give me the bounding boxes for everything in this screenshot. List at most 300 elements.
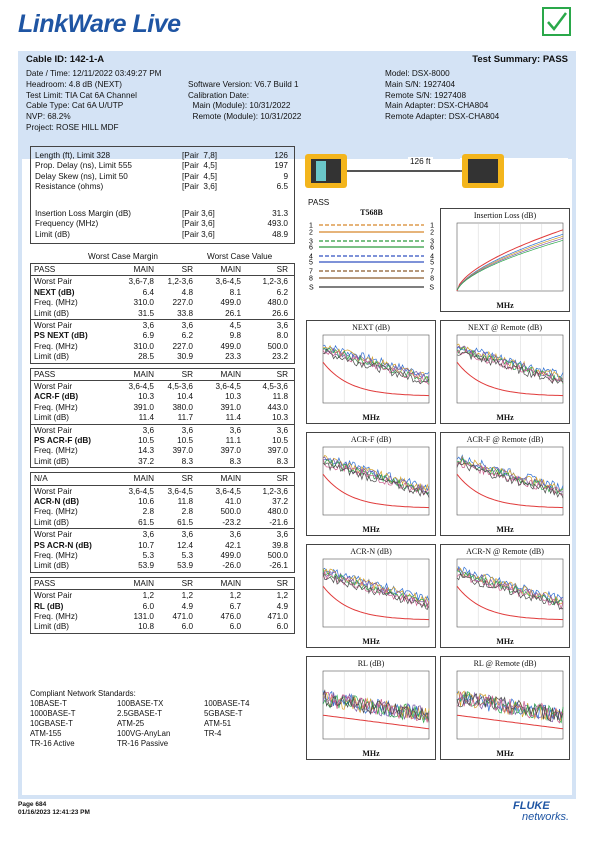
divider — [31, 589, 294, 590]
row-label: Freq. (MHz) — [34, 446, 78, 456]
table-cell: 6.9 — [142, 331, 154, 341]
pin-label: 3 — [309, 238, 313, 246]
column-header: SR — [181, 265, 193, 274]
table-row — [31, 507, 294, 518]
standard-item: ATM-25 — [117, 719, 145, 728]
row-label: Limit (dB) — [34, 413, 70, 423]
table-cell: 3,6-4,5 — [215, 381, 241, 391]
table-cell: 4,5 — [229, 321, 241, 330]
summary-box — [30, 146, 295, 244]
chart-axis-label: MHz — [496, 749, 514, 758]
table-cell: 500.0 — [267, 341, 288, 351]
table-cell: 3,6 — [276, 425, 288, 435]
measurement-chart — [306, 656, 436, 760]
table-row — [31, 497, 294, 508]
table-cell: 42.1 — [225, 540, 241, 550]
group-status: N/A — [34, 474, 48, 484]
row-label: PS ACR-N (dB) — [34, 540, 92, 550]
header-line: Software Version: V6.7 Build 1 — [188, 79, 299, 89]
table-cell: 11.7 — [177, 413, 193, 423]
column-header: MAIN — [133, 474, 154, 484]
table-cell: -23.2 — [222, 517, 241, 527]
pair-trace — [457, 344, 563, 380]
brand-logo: FLUKE — [513, 800, 550, 812]
table-cell: 1,2 — [181, 591, 193, 601]
column-header: MAIN — [220, 369, 241, 379]
divider — [31, 485, 294, 486]
chart-axis-label: MHz — [496, 301, 514, 310]
table-row — [31, 487, 294, 498]
row-label: Limit (dB) — [34, 517, 70, 527]
row-label: Freq. (MHz) — [34, 507, 78, 517]
column-header: MAIN — [220, 474, 241, 484]
measurement-chart — [306, 432, 436, 536]
table-cell: 3,6 — [229, 425, 241, 435]
header-line: Cable Type: Cat 6A U/UTP — [26, 101, 124, 111]
summary-row — [35, 151, 288, 161]
table-cell: 11.4 — [225, 413, 241, 423]
table-cell: 3,6-4,5 — [128, 486, 154, 496]
table-cell: 10.8 — [138, 622, 154, 632]
table-row — [31, 413, 294, 424]
table-cell: 1,2 — [276, 591, 288, 601]
divider — [31, 275, 294, 276]
results-table — [30, 368, 295, 469]
pin-label: 4 — [309, 253, 313, 261]
pin-label: 8 — [309, 275, 313, 283]
row-label: RL (dB) — [34, 601, 64, 611]
table-cell: 3,6-4,5 — [215, 486, 241, 496]
group-status: PASS — [34, 369, 56, 379]
header-line: Test Limit: TIA Cat 6A Channel — [26, 90, 137, 100]
table-cell: 500.0 — [267, 550, 288, 560]
table-cell: 8.1 — [229, 287, 241, 297]
row-label: Worst Pair — [34, 277, 73, 287]
table-cell: 10.3 — [225, 392, 241, 402]
standard-item: 1000BASE-T — [30, 709, 76, 718]
row-label: Freq. (MHz) — [34, 550, 78, 560]
row-label: Freq. (MHz) — [34, 611, 78, 621]
pin-label: 2 — [309, 229, 313, 237]
table-cell: 6.4 — [142, 287, 154, 297]
table-cell: 3,6 — [181, 321, 193, 330]
chart-title: NEXT (dB) — [352, 323, 390, 332]
table-cell: 3,6-4,5 — [215, 277, 241, 287]
table-row — [31, 298, 294, 309]
pin-label: 6 — [309, 244, 313, 252]
table-cell: 1,2 — [142, 591, 154, 601]
table-cell: 1,2 — [229, 591, 241, 601]
table-row — [31, 426, 294, 437]
row-label: Worst Pair — [34, 591, 73, 601]
measurement-chart — [440, 432, 570, 536]
table-cell: 33.8 — [177, 308, 193, 318]
table-cell: 3,6 — [181, 530, 193, 540]
pin-label: 3 — [430, 238, 434, 246]
chart-title: NEXT @ Remote (dB) — [467, 323, 543, 332]
row-label: ACR-F (dB) — [34, 392, 79, 402]
chart-title: RL (dB) — [357, 659, 385, 668]
standard-item: 100BASE-TX — [117, 699, 164, 708]
table-cell: 30.9 — [177, 352, 193, 362]
column-header: SR — [181, 369, 193, 379]
table-cell: 23.2 — [272, 352, 288, 362]
header-line: Remote Adapter: DSX-CHA804 — [385, 112, 500, 122]
chart-title: Insertion Loss (dB) — [473, 211, 537, 220]
summary-pair: [Pair 7,8] — [182, 151, 218, 160]
table-cell: 397.0 — [267, 446, 288, 456]
table-row — [31, 561, 294, 572]
row-label: Limit (dB) — [34, 622, 70, 632]
row-label: Limit (dB) — [34, 456, 70, 466]
table-cell: 3,6 — [142, 321, 154, 330]
table-cell: 37.2 — [272, 496, 288, 506]
limit-line — [457, 474, 563, 507]
summary-value: 197 — [274, 161, 288, 171]
pair-trace — [323, 346, 429, 381]
pair-trace — [457, 567, 563, 602]
summary-pair: [Pair 3,6] — [182, 219, 215, 229]
table-cell: 6.2 — [181, 331, 193, 341]
table-cell: 41.0 — [225, 496, 241, 506]
summary-value: 9 — [283, 171, 288, 181]
divider — [31, 528, 294, 529]
column-header: SR — [276, 474, 288, 484]
table-row — [31, 591, 294, 602]
table-cell: 11.4 — [138, 413, 154, 423]
divider — [31, 424, 294, 425]
results-table — [30, 577, 295, 634]
summary-row — [35, 182, 288, 192]
table-cell: 499.0 — [220, 550, 241, 560]
table-row — [31, 277, 294, 288]
chart-axis-label: MHz — [362, 525, 380, 534]
limit-line — [323, 362, 429, 395]
table-row — [31, 602, 294, 613]
table-cell: -26.0 — [222, 561, 241, 571]
table-cell: 12.4 — [177, 540, 193, 550]
row-label: PS ACR-F (dB) — [34, 435, 92, 445]
chart-title: ACR-F (dB) — [350, 435, 392, 444]
table-row — [31, 541, 294, 552]
table-cell: 3,6 — [276, 530, 288, 540]
header-line: Date / Time: 12/11/2022 03:49:27 PM — [26, 69, 162, 78]
table-cell: 2.8 — [142, 507, 154, 517]
table-cell: 391.0 — [220, 402, 241, 412]
table-cell: 4,5-3,6 — [167, 381, 193, 391]
table-cell: 3,6 — [181, 425, 193, 435]
table-cell: 6.2 — [276, 287, 288, 297]
table-cell: 10.6 — [138, 496, 154, 506]
measurement-chart — [440, 208, 570, 312]
table-header-row — [31, 474, 294, 485]
divider — [31, 380, 294, 381]
table-header-row — [31, 579, 294, 590]
results-table — [30, 263, 295, 364]
summary-value: 6.5 — [276, 181, 288, 191]
header-line: Model: DSX-8000 — [385, 69, 450, 78]
worst-value-header: Worst Case Value — [207, 252, 273, 261]
pair-trace — [457, 238, 563, 290]
table-cell: 6.7 — [229, 601, 241, 611]
table-cell: 227.0 — [172, 298, 193, 308]
table-cell: 3,6-7,8 — [128, 277, 154, 287]
table-cell: 310.0 — [133, 341, 154, 351]
pair-trace — [457, 236, 563, 290]
table-row — [31, 309, 294, 320]
table-cell: 6.0 — [142, 601, 154, 611]
summary-label: Prop. Delay (ns), Limit 555 — [35, 161, 132, 171]
column-header: MAIN — [220, 265, 241, 274]
app-logo: LinkWare Live — [18, 10, 181, 38]
table-cell: 11.8 — [272, 392, 288, 402]
table-cell: -26.1 — [269, 561, 288, 571]
chart-axis-label: MHz — [362, 749, 380, 758]
table-row — [31, 321, 294, 332]
column-header: SR — [181, 578, 193, 588]
pair-trace — [323, 349, 429, 384]
summary-pair: [Pair 3,6] — [182, 229, 215, 239]
summary-label: Frequency (MHz) — [35, 219, 99, 229]
table-row — [31, 551, 294, 562]
printed-date: 01/16/2023 12:41:23 PM — [18, 809, 90, 816]
divider — [31, 319, 294, 320]
table-cell: 476.0 — [220, 611, 241, 621]
table-cell: 37.2 — [138, 456, 154, 466]
column-header: MAIN — [133, 265, 154, 274]
table-cell: 443.0 — [267, 402, 288, 412]
wiremap-status: PASS — [308, 198, 330, 207]
table-cell: 5.3 — [142, 550, 154, 560]
header-line: Calibration Date: — [188, 90, 249, 100]
pin-label: S — [429, 284, 434, 292]
table-cell: 11.1 — [225, 435, 241, 445]
table-cell: 471.0 — [172, 611, 193, 621]
table-cell: 8.3 — [229, 456, 241, 466]
table-cell: 6.0 — [229, 622, 241, 632]
summary-pair: [Pair 4,5] — [182, 161, 218, 171]
table-cell: 9.8 — [229, 331, 241, 341]
pin-label: S — [309, 284, 314, 292]
pin-label: 1 — [430, 222, 434, 230]
table-cell: 6.0 — [276, 622, 288, 632]
table-cell: 26.6 — [272, 308, 288, 318]
brand-logo-sub: networks. — [522, 811, 570, 823]
summary-value: 31.3 — [272, 209, 288, 218]
row-label: Freq. (MHz) — [34, 298, 78, 308]
row-label: NEXT (dB) — [34, 287, 75, 297]
standard-item: TR-16 Active — [30, 739, 75, 748]
chart-title: ACR-N (dB) — [350, 547, 392, 556]
wiremap-title: T568B — [360, 208, 383, 217]
table-cell: 53.9 — [177, 561, 193, 571]
chart-axis-label: MHz — [362, 413, 380, 422]
table-cell: -21.6 — [269, 517, 288, 527]
chart-axis-label: MHz — [496, 637, 514, 646]
header-line: Remote (Module): 10/31/2022 — [188, 112, 302, 122]
column-header: MAIN — [133, 578, 154, 588]
row-label: Worst Pair — [34, 486, 73, 496]
column-header: SR — [181, 474, 193, 484]
table-cell: 471.0 — [267, 611, 288, 621]
table-row — [31, 530, 294, 541]
table-cell: 14.3 — [138, 446, 154, 456]
table-cell: 31.5 — [138, 308, 154, 318]
pin-label: 7 — [430, 268, 434, 276]
table-header-row — [31, 265, 294, 276]
row-label: Worst Pair — [34, 321, 73, 330]
table-row — [31, 382, 294, 393]
pass-check-icon — [542, 7, 571, 36]
table-cell: 397.0 — [220, 446, 241, 456]
row-label: Limit (dB) — [34, 352, 70, 362]
table-row — [31, 518, 294, 529]
table-cell: 23.3 — [225, 352, 241, 362]
table-row — [31, 288, 294, 299]
table-cell: 3,6-4,5 — [167, 486, 193, 496]
summary-value: 48.9 — [272, 229, 288, 239]
table-cell: 4,5-3,6 — [262, 381, 288, 391]
table-cell: 26.1 — [225, 308, 241, 318]
summary-label: Limit (dB) — [35, 229, 71, 239]
header-line: Main Adapter: DSX-CHA804 — [385, 101, 489, 111]
table-cell: 480.0 — [267, 298, 288, 308]
summary-row — [35, 219, 288, 229]
results-table — [30, 472, 295, 573]
chart-title: ACR-N @ Remote (dB) — [466, 547, 544, 556]
header-line: Main (Module): 10/31/2022 — [188, 101, 291, 111]
cable-length: 126 ft — [410, 157, 431, 166]
test-summary: Test Summary: PASS — [472, 54, 568, 65]
table-cell: 10.5 — [138, 435, 154, 445]
table-cell: 5.3 — [181, 550, 193, 560]
chart-axis-label: MHz — [496, 413, 514, 422]
row-label: Limit (dB) — [34, 561, 70, 571]
table-cell: 3,6 — [142, 530, 154, 540]
table-cell: 10.5 — [272, 435, 288, 445]
standard-item: 2.5GBASE-T — [117, 709, 163, 718]
table-row — [31, 403, 294, 414]
summary-row — [35, 230, 288, 240]
summary-value: 126 — [274, 151, 288, 160]
row-label: ACR-N (dB) — [34, 496, 80, 506]
table-cell: 3,6 — [229, 530, 241, 540]
table-cell: 480.0 — [267, 507, 288, 517]
table-row — [31, 352, 294, 363]
table-row — [31, 446, 294, 457]
standard-item: ATM-155 — [30, 729, 62, 738]
table-cell: 499.0 — [220, 341, 241, 351]
chart-title: RL @ Remote (dB) — [473, 659, 537, 668]
column-header: SR — [276, 265, 288, 274]
measurement-chart — [306, 544, 436, 648]
worst-margin-header: Worst Case Margin — [88, 252, 158, 261]
table-cell: 131.0 — [133, 611, 154, 621]
pair-trace — [457, 352, 563, 383]
table-cell: 8.0 — [276, 331, 288, 341]
header-line: Project: ROSE HILL MDF — [26, 123, 119, 132]
table-cell: 397.0 — [172, 446, 193, 456]
header-line: Headroom: 4.8 dB (NEXT) — [26, 79, 123, 89]
summary-row — [35, 161, 288, 171]
summary-pair: [Pair 3,6] — [182, 181, 218, 191]
summary-row — [35, 172, 288, 182]
table-header-row — [31, 370, 294, 381]
cable-id: Cable ID: 142-1-A — [26, 54, 105, 65]
limit-line — [457, 230, 563, 291]
summary-label: Insertion Loss Margin (dB) — [35, 209, 132, 218]
table-cell: 10.3 — [138, 392, 154, 402]
standard-item: TR-16 Passive — [117, 739, 169, 748]
table-cell: 8.3 — [181, 456, 193, 466]
pin-label: 7 — [309, 268, 313, 276]
table-cell: 499.0 — [220, 298, 241, 308]
table-cell: 6.0 — [181, 622, 193, 632]
summary-label: Length (ft), Limit 328 — [35, 151, 111, 160]
measurement-chart — [440, 320, 570, 424]
table-cell: 3,6-4,5 — [128, 381, 154, 391]
row-label: Freq. (MHz) — [34, 341, 78, 351]
table-cell: 391.0 — [133, 402, 154, 412]
table-cell: 39.8 — [272, 540, 288, 550]
table-row — [31, 342, 294, 353]
pin-label: 5 — [309, 259, 313, 267]
table-cell: 10.4 — [177, 392, 193, 402]
summary-label: Delay Skew (ns), Limit 50 — [35, 171, 128, 181]
pair-trace — [457, 234, 563, 290]
column-header: SR — [276, 578, 288, 588]
measurement-chart — [306, 320, 436, 424]
group-status: PASS — [34, 265, 56, 274]
table-cell: 10.5 — [177, 435, 193, 445]
report-header — [18, 51, 576, 155]
table-row — [31, 392, 294, 403]
table-cell: 310.0 — [133, 298, 154, 308]
standard-item: 10GBASE-T — [30, 719, 73, 728]
pin-label: 4 — [430, 253, 434, 261]
table-row — [31, 436, 294, 447]
header-line: Main S/N: 1927404 — [385, 79, 456, 89]
table-cell: 10.3 — [272, 413, 288, 423]
chart-axis-label: MHz — [362, 637, 380, 646]
table-cell: 2.8 — [181, 507, 193, 517]
group-status: PASS — [34, 578, 56, 588]
measurement-chart — [440, 656, 570, 760]
table-cell: 380.0 — [172, 402, 193, 412]
table-cell: 4.8 — [181, 287, 193, 297]
wiremap — [307, 208, 436, 312]
table-cell: 8.3 — [276, 456, 288, 466]
table-cell: 3,6 — [276, 321, 288, 330]
table-row — [31, 331, 294, 342]
cable-diagram — [300, 148, 578, 200]
standard-item: 100BASE-T4 — [204, 699, 250, 708]
row-label: PS NEXT (dB) — [34, 331, 88, 341]
summary-value: 493.0 — [267, 219, 288, 229]
standard-item: TR-4 — [204, 729, 222, 738]
row-label: Limit (dB) — [34, 308, 70, 318]
chart-axis-label: MHz — [496, 525, 514, 534]
header-line: Remote S/N: 1927408 — [385, 90, 467, 100]
pair-trace — [457, 240, 563, 290]
chart-title: ACR-F @ Remote (dB) — [466, 435, 544, 444]
row-label: Worst Pair — [34, 425, 73, 435]
header-line: NVP: 68.2% — [26, 112, 71, 122]
pair-trace — [323, 572, 429, 606]
standards-title: Compliant Network Standards: — [30, 689, 136, 698]
summary-label: Resistance (ohms) — [35, 181, 104, 191]
standard-item: 5GBASE-T — [204, 709, 243, 718]
